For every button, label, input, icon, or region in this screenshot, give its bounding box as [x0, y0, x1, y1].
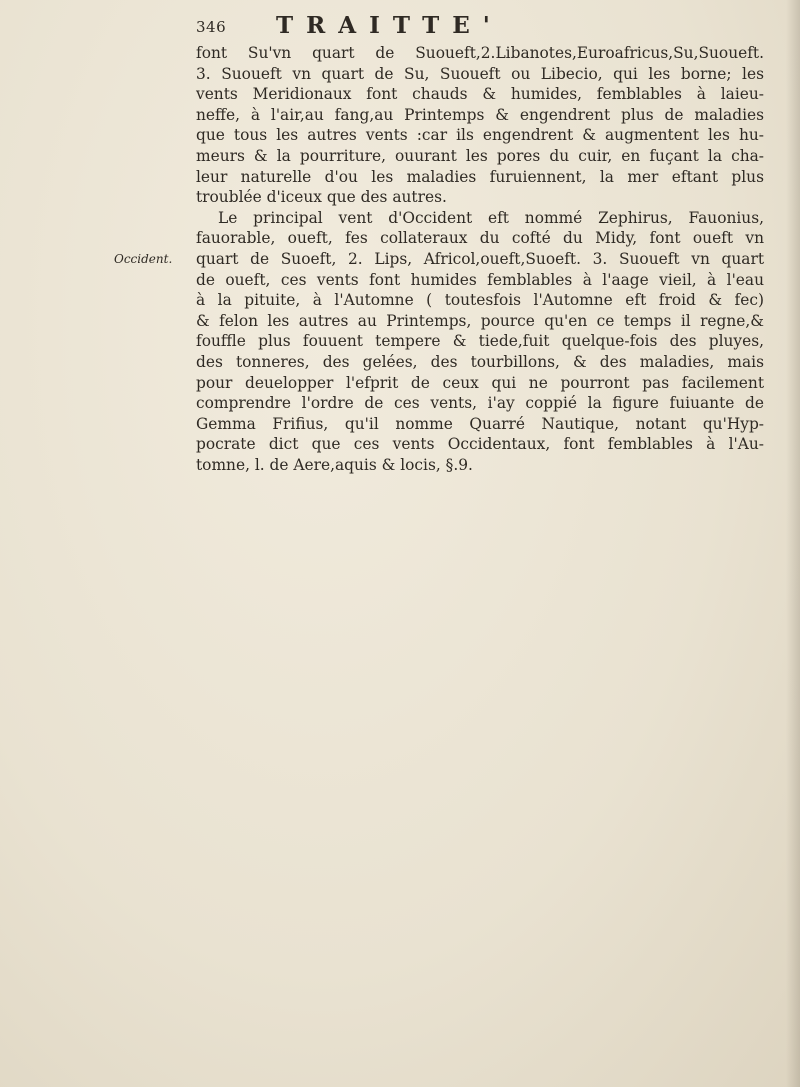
text-line: que tous les autres vents :car ils engendrent & augmentent les hu-	[196, 126, 764, 145]
text-line: Gemma Frifius, qu'il nomme Quarré Nautique, notant qu'Hyp-	[196, 414, 764, 433]
text-line: vents Meridionaux font chauds & humides, femblables à laieu-	[196, 85, 764, 104]
text-line: font Su'vn quart de Suoueft,2.Libanotes,Euroafricus,Su,Suoueft.	[196, 44, 764, 62]
text-line: quart de Suoeft, 2. Lips, Africol,oueft,Suoeft. 3. Suoueft vn quart	[196, 249, 764, 268]
text-line: leur naturelle d'ou les maladies furuiennent, la mer eftant plus	[196, 167, 764, 186]
body-text	[196, 43, 764, 475]
page-edge-shadow	[786, 0, 800, 1087]
page-header	[196, 12, 756, 42]
text-line: troublée d'iceux que des autres.	[196, 188, 447, 207]
text-line: meurs & la pourriture, ouurant les pores du cuir, en fuçant la cha-	[196, 146, 764, 165]
text-line: à la pituite, à l'Automne ( toutesfois l'Automne eft froid & fec)	[196, 291, 764, 310]
text-line: tomne, l. de Aere,aquis & locis, §.9.	[196, 455, 473, 474]
margin-note: Occident.	[114, 252, 173, 266]
text-line: neffe, à l'air,au fang,au Printemps & engendrent plus de maladies	[196, 105, 764, 124]
running-title: TRAITTE'	[276, 12, 503, 39]
text-line: fouffle plus fouuent tempere & tiede,fuit quelque-fois des pluyes,	[196, 332, 764, 351]
text-line: des tonneres, des gelées, des tourbillons, & des maladies, mais	[196, 352, 764, 371]
text-line: 3. Suoueft vn quart de Su, Suoueft ou Libecio, qui les borne; les	[196, 64, 764, 83]
text-line: pour deuelopper l'efprit de ceux qui ne pourront pas facilement	[196, 373, 764, 392]
paragraph-start-line: Le principal vent d'Occident eft nommé Zephirus, Fauonius,	[218, 208, 764, 227]
text-line: & felon les autres au Printemps, pource qu'en ce temps il regne,&	[196, 311, 764, 330]
text-line: fauorable, oueft, fes collateraux du cofté du Midy, font oueft vn	[196, 229, 764, 248]
text-line: de oueft, ces vents font humides femblables à l'aage vieil, à l'eau	[196, 270, 764, 289]
page-number: 346	[196, 18, 227, 36]
text-line: pocrate dict que ces vents Occidentaux, font femblables à l'Au-	[196, 435, 764, 454]
text-line: comprendre l'ordre de ces vents, i'ay coppié la figure fuiuante de	[196, 394, 764, 413]
